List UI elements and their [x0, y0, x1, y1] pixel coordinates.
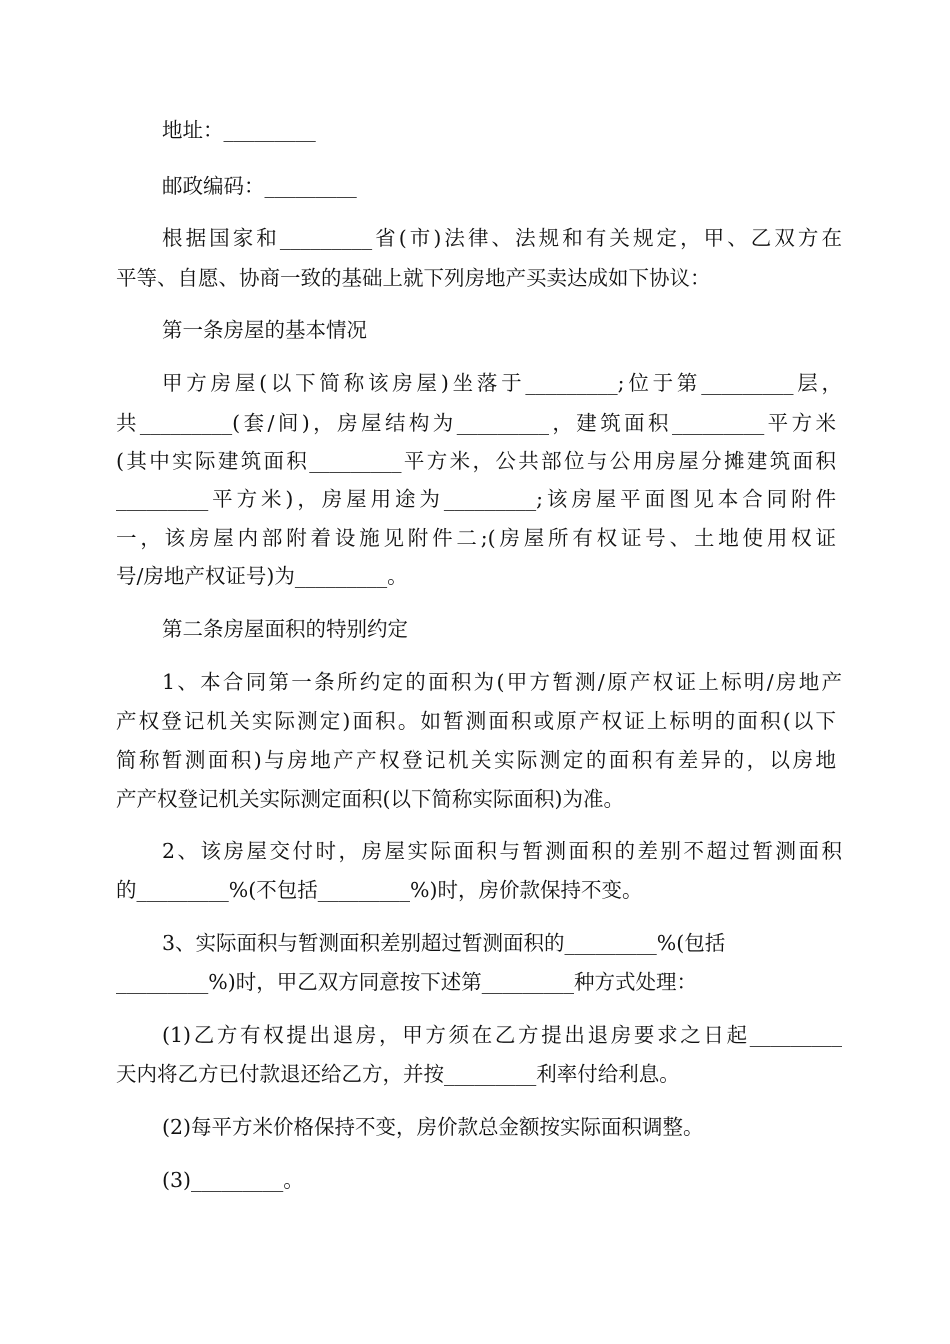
clause-1-line-3: 简称暂测面积)与房地产产权登记机关实际测定的面积有差异的，以房地: [116, 748, 836, 772]
article-2-heading: 第二条房屋面积的特别约定: [162, 617, 408, 641]
clause-3-line-1: 3、实际面积与暂测面积差别超过暂测面积的_________%(包括: [162, 931, 726, 955]
postal-code-line: 邮政编码：_________: [162, 174, 357, 198]
clause-2-line-2: 的_________%(不包括_________%)时，房价款保持不变。: [116, 878, 643, 902]
clause-1-line-2: 产权登记机关实际测定)面积。如暂测面积或原产权证上标明的面积(以下: [116, 709, 836, 733]
option-3-line: (3)_________。: [162, 1168, 304, 1192]
article-1-line-5: 一，该房屋内部附着设施见附件二;(房屋所有权证号、土地使用权证: [116, 526, 836, 550]
clause-3-line-2: _________%)时，甲乙双方同意按下述第_________种方式处理：: [116, 970, 697, 994]
address-line: 地址：_________: [162, 118, 316, 142]
clause-2-line-1: 2、该房屋交付时，房屋实际面积与暂测面积的差别不超过暂测面积: [162, 839, 842, 863]
option-2-line: (2)每平方米价格保持不变，房价款总金额按实际面积调整。: [162, 1115, 704, 1139]
article-1-heading: 第一条房屋的基本情况: [162, 318, 367, 342]
clause-1-line-1: 1、本合同第一条所约定的面积为(甲方暂测/原产权证上标明/房地产: [162, 670, 842, 694]
preamble-line-1: 根据国家和_________省(市)法律、法规和有关规定，甲、乙双方在: [162, 226, 842, 250]
option-1-line-2: 天内将乙方已付款退还给乙方，并按_________利率付给利息。: [116, 1062, 680, 1086]
article-1-line-2: 共_________(套/间)，房屋结构为_________，建筑面积_________平方米: [116, 411, 836, 435]
article-1-line-6: 号/房地产权证号)为_________。: [116, 564, 408, 588]
preamble-line-2: 平等、自愿、协商一致的基础上就下列房地产买卖达成如下协议：: [116, 266, 711, 290]
article-1-line-3: (其中实际建筑面积_________平方米，公共部位与公用房屋分摊建筑面积: [116, 449, 836, 473]
option-1-line-1: (1)乙方有权提出退房，甲方须在乙方提出退房要求之日起_________: [162, 1023, 842, 1047]
article-1-line-4: _________平方米)，房屋用途为_________;该房屋平面图见本合同附件: [116, 487, 836, 511]
article-1-line-1: 甲方房屋(以下简称该房屋)坐落于_________;位于第_________层，: [162, 371, 842, 395]
clause-1-line-4: 产产权登记机关实际测定面积(以下简称实际面积)为准。: [116, 787, 624, 811]
